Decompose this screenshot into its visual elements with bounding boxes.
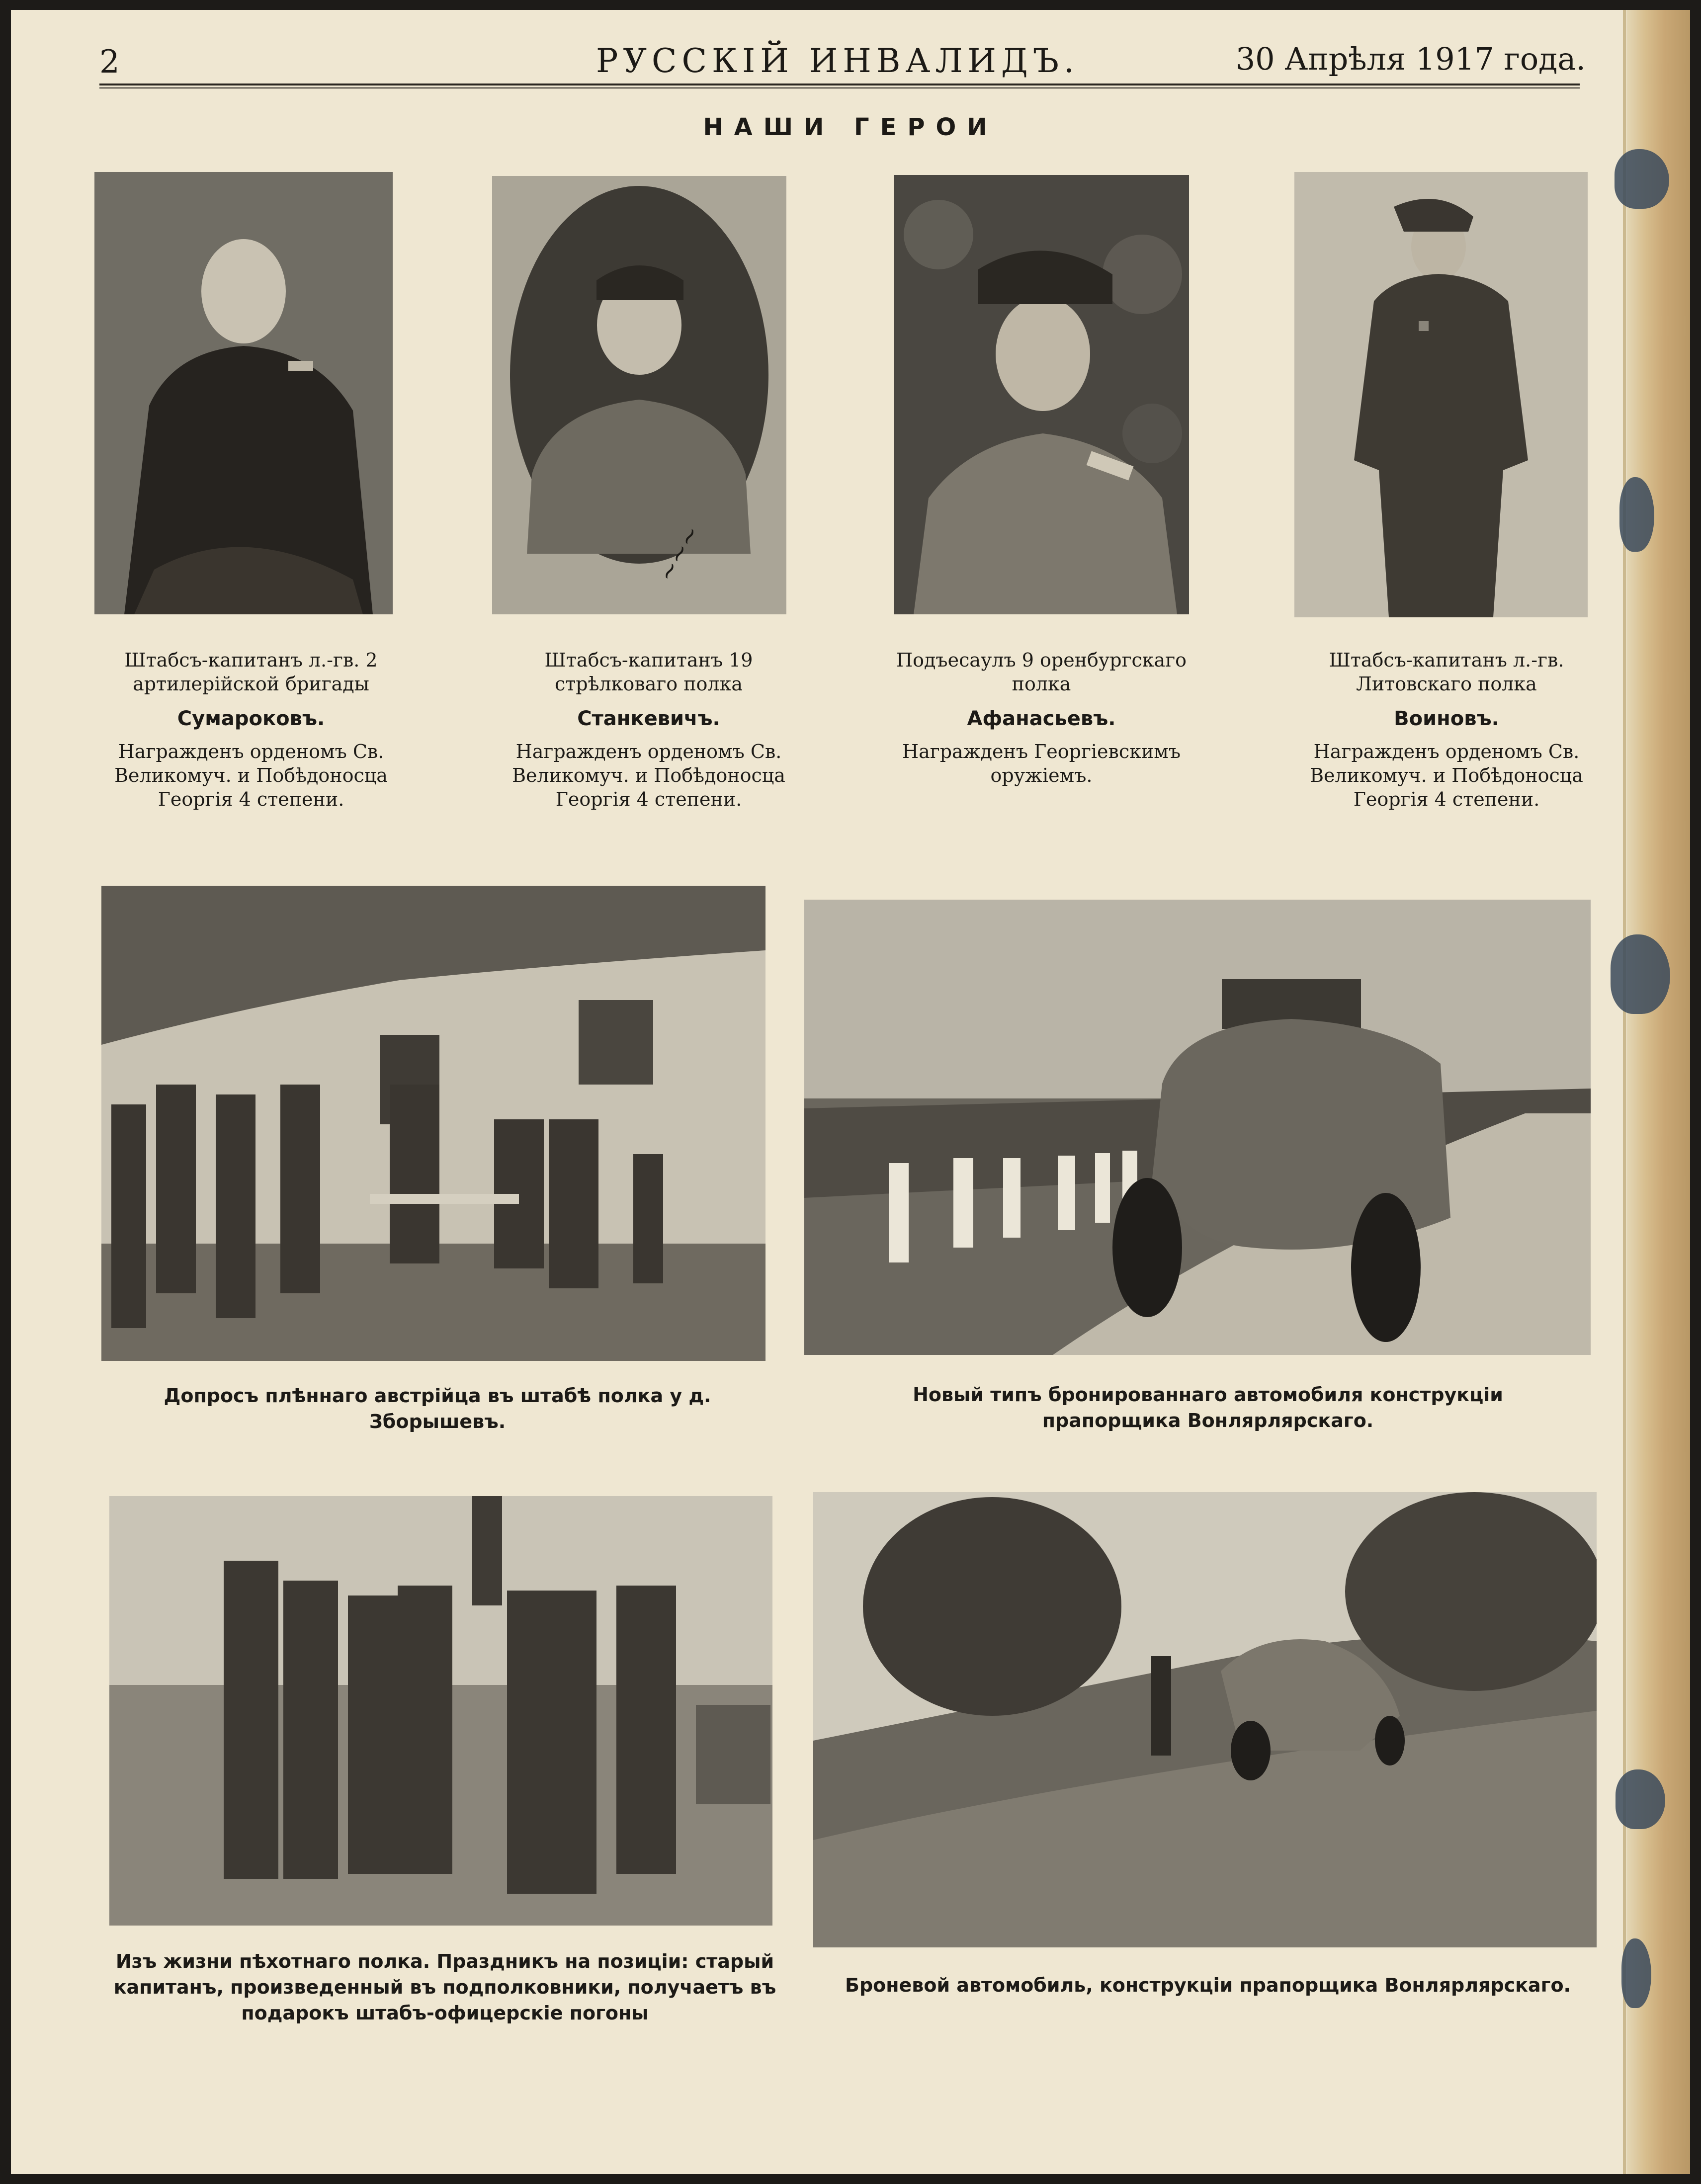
header-rule [99,87,1580,88]
portrait-sumarokov [94,172,393,614]
ink-stain [1615,149,1669,209]
photo-interrogation [101,886,765,1361]
hero-award: Награжденъ орденомъ Св. Великомуч. и Побѣдоносца Георгія 4 степени. [114,741,388,810]
caption-infantry-celebration: Изъ жизни пѣхотнаго полка. Праздникъ на позиціи: старый капитанъ, произведенный въ подполковники, получаетъ въ подарокъ штабъ-офицерскіе погоны [113,1950,776,2024]
photo-armored-car [804,900,1591,1355]
ink-stain [1616,1769,1665,1829]
ink-stain [1621,1938,1651,2008]
caption-armored-car: Новый типъ бронированнаго автомобиля конструкціи прапорщика Вонлярлярскаго. [913,1384,1503,1431]
hero-name: Афанасьевъ. [967,707,1116,730]
page-fold-crease [1623,10,1626,2174]
hero-caption-voinov [1287,648,1606,811]
page-fold-edge [1626,10,1690,2174]
masthead: РУССКІЙ ИНВАЛИДЪ. [595,42,1080,80]
portrait-stankevich [492,176,786,614]
hero-caption-stankevich [490,648,808,811]
portrait-afanasiev [894,175,1189,614]
page-number: 2 [99,44,120,81]
hero-award: Награжденъ Георгіевскимъ оружіемъ. [902,741,1181,786]
hero-rank: Подъесаулъ 9 оренбургскаго полка [896,649,1187,695]
header-rule [99,84,1580,85]
hero-rank: Штабсъ-капитанъ л.-гв. Литовскаго полка [1329,649,1564,695]
hero-award: Награжденъ орденомъ Св. Великомуч. и Побѣдоносца Георгія 4 степени. [1310,741,1583,810]
issue-date: 30 Апрѣля 1917 года. [1235,41,1586,77]
hero-rank: Штабсъ-капитанъ л.-гв. 2 артилерійской бригады [124,649,378,695]
caption-armored-car-2: Броневой автомобиль, конструкціи прапорщика Вонлярлярскаго. [845,1974,1571,1996]
hero-caption-afanasiev [882,648,1200,787]
hero-name: Воиновъ. [1394,707,1499,730]
hero-name: Станкевичъ. [577,707,720,730]
svg-text:~~~: ~~~ [652,520,706,587]
hero-name: Сумароковъ. [177,707,325,730]
section-title: НАШИ ГЕРОИ [703,113,998,141]
photo-armored-car-2 [813,1492,1597,1947]
hero-rank: Штабсъ-капитанъ 19 стрѣлковаго полка [544,649,753,695]
portrait-voinov [1294,172,1588,617]
hero-award: Награжденъ орденомъ Св. Великомуч. и Побѣдоносца Георгія 4 степени. [512,741,785,810]
caption-interrogation: Допросъ плѣннаго австрійца въ штабѣ полка у д. Зборышевъ. [164,1385,711,1432]
photo-infantry-celebration [109,1496,772,1926]
page-header [89,35,1586,89]
hero-caption-sumarokov [92,648,410,811]
